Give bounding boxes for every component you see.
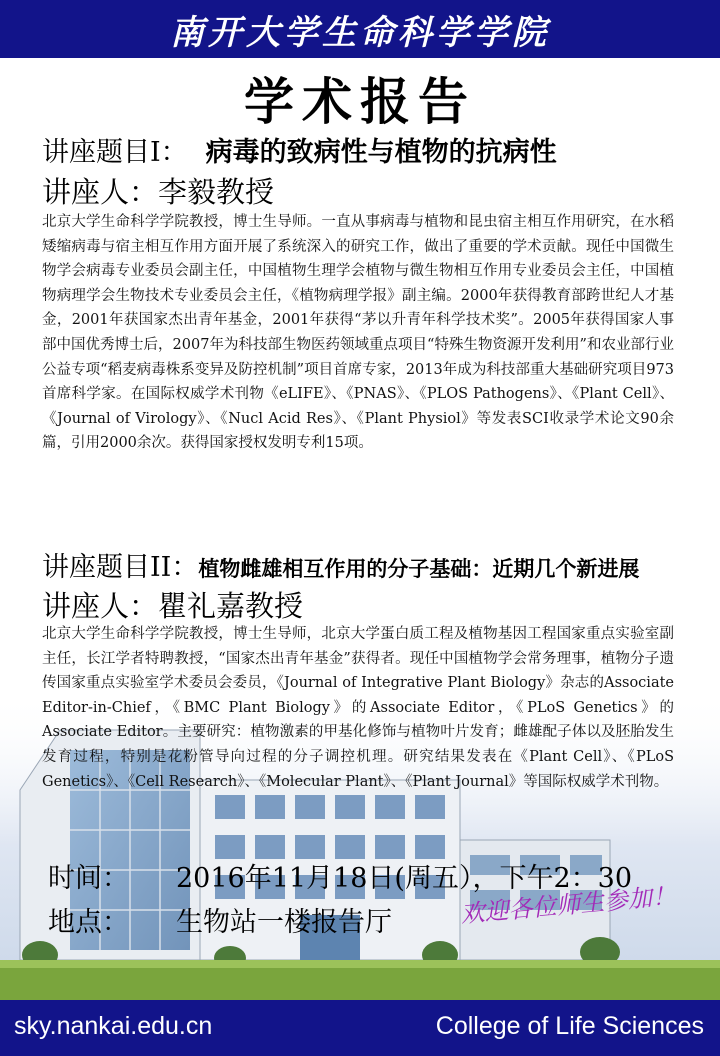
- lecture2-topic-value: 植物雌雄相互作用的分子基础：近期几个新进展: [198, 556, 640, 581]
- lecture2-speaker-name: 瞿礼嘉教授: [158, 589, 304, 623]
- footer-band: [0, 1000, 720, 1056]
- footer-college: College of Life Sciences: [435, 1012, 704, 1040]
- poster-title: 学术报告: [244, 73, 476, 131]
- place-label: 地点：: [48, 907, 129, 938]
- place-row: [48, 900, 392, 939]
- lecture1-speaker-label: 讲座人：: [42, 175, 159, 209]
- header-band: [0, 0, 720, 58]
- time-label: 时间：: [48, 863, 129, 894]
- welcome-message: 欢迎各位师生参加！: [459, 881, 678, 929]
- lecture2-bio: 北京大学生命科学学院教授，博士生导师，北京大学蛋白质工程及植物基因工程国家重点实验室副主任，长江学者特聘教授，“国家杰出青年基金”获得者。现任中国植物学会常务理事，植物分子遗传国家重点实验室学术委员会委员，《Journal of Integrative Plant Biology》杂志的Associate Editor-in-Chief，《BMC Plant Biology》的Associate Editor，《PLoS Genetics》的Associate Editor。主要研究：植物激素的甲基化修饰与植物叶片发育；雌雄配子体以及胚胎发生发育过程，特别是花粉管导向过程的分子调控机理。研究结果发表在《Plant Cell》、《PLoS Genetics》、《Cell Research》、《Molecular Plant》、《Plant Journal》等国际权威学术刊物。: [42, 626, 674, 790]
- lecture1-topic-label: 讲座题目I：: [42, 137, 188, 168]
- lecture2-topic: [42, 545, 639, 584]
- lecture2-speaker-label: 讲座人：: [42, 589, 159, 623]
- lecture1-bio: 北京大学生命科学学院教授，博士生导师。一直从事病毒与植物和昆虫宿主相互作用研究，在水稻矮缩病毒与宿主相互作用方面开展了系统深入的研究工作，做出了重要的学术贡献。现任中国微生物学会病毒专业委员会副主任，中国植物生理学会植物与微生物相互作用专业委员会主任，中国植物病理学会生物技术专业委员会主任，《植物病理学报》副主编。2000年获得教育部跨世纪人才基金，2001年获国家杰出青年基金，2001年获得“茅以升青年科学技术奖”。2005年获得国家人事部中国优秀博士后，2007年为科技部生物医药领域重点项目“特殊生物资源开发利用”和农业部行业公益专项“稻麦病毒株系变异及防控机制”项目首席专家，2013年成为科技部重大基础研究项目973首席科学家。在国际权威学术刊物《eLIFE》、《PNAS》、《PLOS Pathogens》、《Plant Cell》、《Journal of Virology》、《Nucl Acid Res》、《Plant Physiol》等发表SCI收录学术论文90余篇，引用2000余次。获得国家授权发明专利15项。: [42, 214, 674, 452]
- lecture1-speaker-name: 李毅教授: [158, 175, 275, 209]
- lecture1-speaker: [42, 170, 274, 211]
- place-value: 生物站一楼报告厅: [176, 907, 392, 938]
- lecture1-topic-value: 病毒的致病性与植物的抗病性: [205, 137, 557, 168]
- lecture1-topic: [42, 130, 557, 169]
- school-name: 南开大学生命科学学院: [170, 12, 550, 53]
- time-value: 2016年11月18日(周五），下午2：30: [176, 863, 632, 894]
- lecture2-speaker: [42, 584, 303, 625]
- footer-url[interactable]: sky.nankai.edu.cn: [14, 1012, 213, 1040]
- lecture2-topic-label: 讲座题目II：: [42, 552, 199, 583]
